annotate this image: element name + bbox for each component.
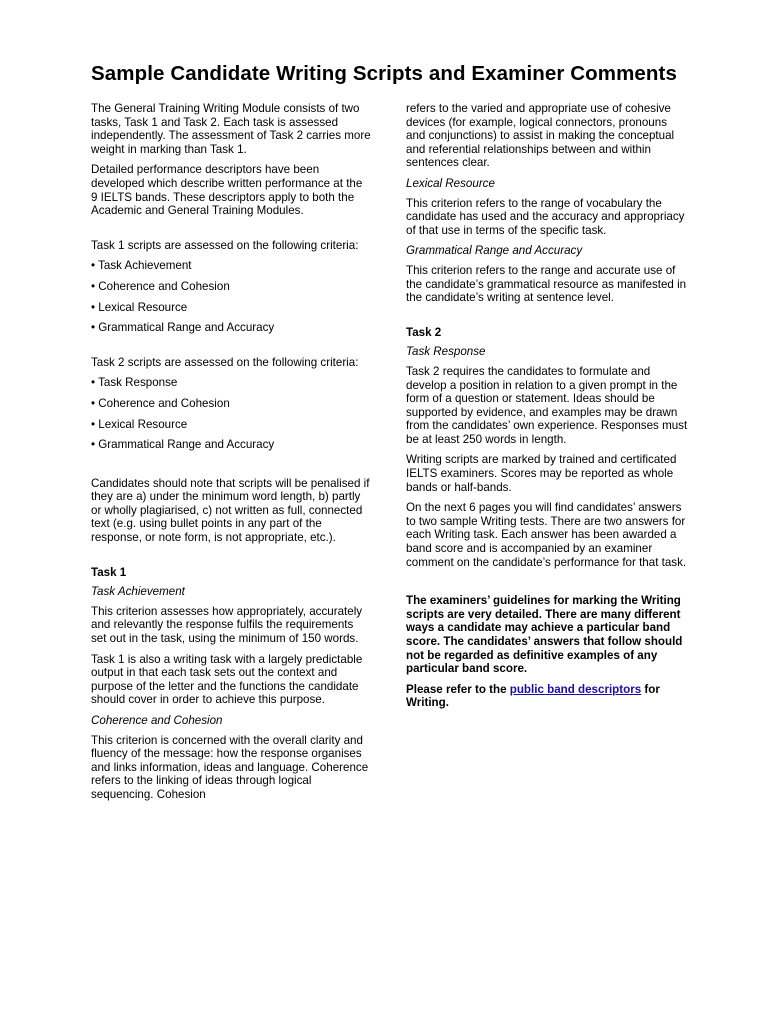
task1-criterion-item: • Task Achievement <box>91 259 192 273</box>
lexical-resource-heading: Lexical Resource <box>406 176 495 190</box>
task-response-heading: Task Response <box>406 345 486 359</box>
next-pages-paragraph: On the next 6 pages you will find candidates’ answers to two sample Writing tests. There are two answers for each Writing task. Each answer has been awarded a band score and is accompanied by an examiner comment on the candidate’s performance for that task. <box>406 501 687 569</box>
task2-criterion-item: • Task Response <box>91 376 178 390</box>
grammatical-range-paragraph: This criterion refers to the range and accurate use of the candidate’s grammatical resource as manifested in the candidate’s writing at sentence level. <box>406 263 687 305</box>
coherence-cohesion-paragraph: This criterion is concerned with the overall clarity and fluency of the message: how the response organises and links information, ideas and language. Coherence refers to the linking of ideas through logical sequencing. Cohesion <box>91 733 369 801</box>
guidelines-paragraph: The examiners’ guidelines for marking the Writing scripts are very detailed. There are many different ways a candidate may achieve a particular band score. The candidates’ answers that follow should not be regarded as definitive examples of any particular band score. <box>406 594 683 676</box>
task2-criterion-item: • Coherence and Cohesion <box>91 396 230 410</box>
task2-criteria-intro: Task 2 scripts are assessed on the following criteria: <box>91 355 359 369</box>
task-response-paragraph: Task 2 requires the candidates to formulate and develop a position in relation to a given prompt in the form of a question or statement. Ideas should be supported by evidence, and examples may be drawn from the candidates’ own experience. Responses must be at least 250 words in length. <box>406 364 688 446</box>
refer-suffix: for Writing. <box>406 682 660 710</box>
intro-paragraph-1: The General Training Writing Module consists of two tasks, Task 1 and Task 2. Each task is assessed independently. The assessment of Task 2 carries more weight in marking than Task 1. <box>91 102 371 156</box>
task2-heading: Task 2 <box>406 325 442 339</box>
penalty-paragraph: Candidates should note that scripts will be penalised if they are a) under the minimum word length, b) partly or wholly plagiarised, c) not written as full, connected text (e.g. using bullet points in any part of the response, or note form, is not appropriate, etc.). <box>91 476 370 545</box>
lexical-resource-paragraph: This criterion refers to the range of vocabulary the candidate has used and the accuracy and appropriacy of that use in terms of the specific task. <box>406 196 685 237</box>
coherence-cohesion-continued: refers to the varied and appropriate use of cohesive devices (for example, logical connectors, pronouns and conjunctions) to assist in making the conceptual and referential relationships between and within sentences clear. <box>406 102 675 170</box>
task1-criterion-item: • Grammatical Range and Accuracy <box>91 321 275 335</box>
intro-paragraph-2: Detailed performance descriptors have been developed which describe written performance at the 9 IELTS bands. These descriptors apply to both the Academic and General Training Modules. <box>91 163 363 218</box>
task-achievement-heading: Task Achievement <box>91 585 185 599</box>
task1-criteria-intro: Task 1 scripts are assessed on the following criteria: <box>91 238 359 252</box>
marking-paragraph: Writing scripts are marked by trained and certificated IELTS examiners. Scores may be reported as whole bands or half-bands. <box>406 453 677 494</box>
task1-criterion-item: • Coherence and Cohesion <box>91 279 230 293</box>
left-column <box>91 102 371 809</box>
public-band-descriptors-link[interactable]: public band descriptors <box>509 682 642 696</box>
task2-criterion-item: • Grammatical Range and Accuracy <box>91 438 275 452</box>
right-column <box>406 102 688 717</box>
refer-paragraph <box>406 683 688 710</box>
task-achievement-paragraph-1: This criterion assesses how appropriately, accurately and relevantly the response fulfils the requirements set out in the task, using the minimum of 150 words. <box>91 604 363 646</box>
refer-prefix: Please refer to the <box>406 682 510 696</box>
task1-criterion-item: • Lexical Resource <box>91 300 188 314</box>
coherence-cohesion-heading: Coherence and Cohesion <box>91 714 223 727</box>
page-title: Sample Candidate Writing Scripts and Examiner Comments <box>91 62 677 85</box>
task1-heading: Task 1 <box>91 565 127 579</box>
task2-criterion-item: • Lexical Resource <box>91 417 188 431</box>
grammatical-range-heading: Grammatical Range and Accuracy <box>406 244 583 258</box>
task-achievement-paragraph-2: Task 1 is also a writing task with a largely predictable output in that each task sets out the context and purpose of the letter and the functions the candidate should cover in order to achieve this purpose. <box>91 652 363 707</box>
